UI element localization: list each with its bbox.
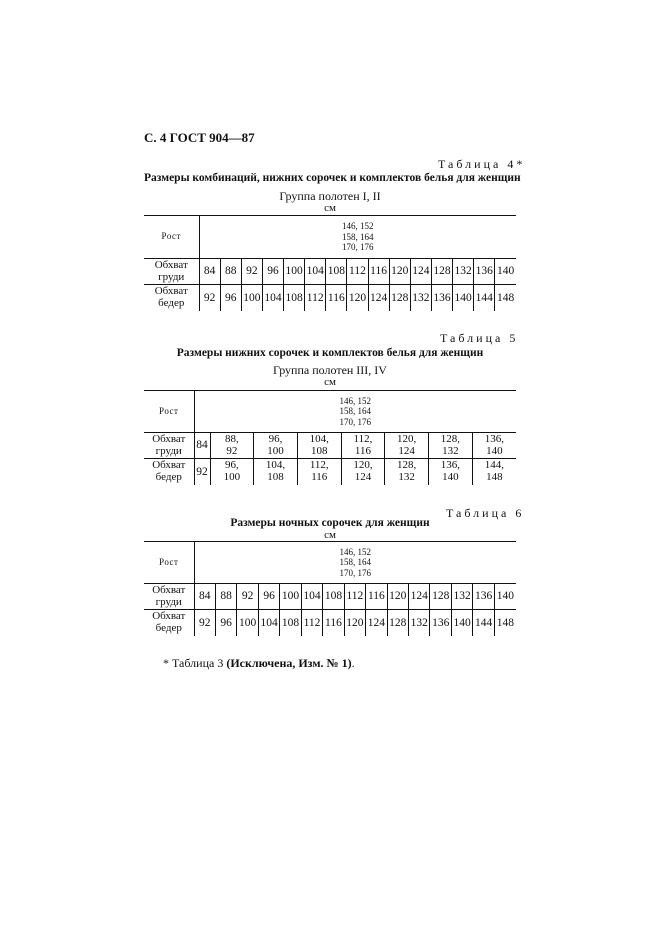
row-label-line: груди (155, 595, 182, 608)
table-cell (385, 433, 429, 459)
table-cell (472, 459, 516, 485)
footnote-prefix: * Таблица 3 (163, 656, 227, 670)
cell-line: 96, (268, 432, 283, 445)
table-cell: 104 (301, 584, 322, 610)
cell-line: 112, (309, 459, 329, 472)
table-cell: 132 (409, 610, 430, 636)
table-cell: 92 (241, 259, 262, 285)
cell-line: 116 (354, 444, 371, 457)
table-cell: 104 (262, 285, 283, 311)
table-4-unit: см (324, 202, 336, 214)
row-label (144, 584, 194, 610)
table-cell: 132 (410, 285, 431, 311)
footnote (163, 656, 355, 671)
height-range: 158, 164 (339, 406, 371, 417)
cell-line: 140 (442, 470, 459, 483)
table-6-unit: см (324, 529, 336, 541)
table-cell: 124 (409, 584, 430, 610)
table-row (144, 259, 516, 285)
table-cell: 88 (220, 259, 241, 285)
row-label-line: Обхват (152, 432, 186, 445)
table-row (144, 459, 516, 485)
table-cell (210, 433, 254, 459)
cell-line: 104, (309, 432, 329, 445)
table-5-subtitle: Группа полотен III, IV (273, 363, 387, 377)
footnote-bold: (Исключена, Изм. № 1) (226, 656, 352, 670)
table-cell: 124 (410, 259, 431, 285)
height-range: 158, 164 (342, 231, 374, 242)
table-cell: 96 (258, 584, 279, 610)
table-cell: 140 (451, 610, 472, 636)
table-cell: 112 (344, 584, 365, 610)
cell-line: 132 (442, 444, 459, 457)
cell-line: 116 (311, 470, 328, 483)
table-cell (254, 433, 298, 459)
row-label (144, 259, 199, 285)
row-label-line: Обхват (152, 583, 186, 596)
table-cell (472, 433, 516, 459)
table-cell: 144 (473, 610, 494, 636)
table-cell: 116 (326, 285, 347, 311)
row-label-line: Обхват (154, 258, 188, 271)
table-cell: 120 (389, 259, 410, 285)
table-cell: 108 (280, 610, 301, 636)
table-cell: 144 (474, 285, 495, 311)
row-label-line: бедер (155, 470, 182, 483)
row-label-line: груди (155, 444, 182, 457)
cell-line: 120, (397, 432, 417, 445)
table-cell: 120 (347, 285, 368, 311)
table-cell: 108 (326, 259, 347, 285)
row-label-line: бедер (158, 296, 185, 309)
row-label (144, 433, 194, 459)
page-header: С. 4 ГОСТ 904—87 (144, 130, 255, 145)
cell-line: 112, (353, 432, 373, 445)
size-table-5 (144, 390, 516, 485)
row-label (144, 285, 199, 311)
height-header: Рост (159, 556, 179, 567)
cell-line: 92 (226, 444, 238, 457)
table-5-label: Таблица 5 (440, 331, 519, 345)
table-cell: 92 (237, 584, 258, 610)
table-cell (341, 459, 385, 485)
table-cell: 84 (194, 433, 210, 459)
table-cell: 112 (301, 610, 322, 636)
table-cell (429, 433, 473, 459)
table-cell: 112 (305, 285, 326, 311)
table-cell: 148 (494, 610, 516, 636)
table-cell: 132 (451, 584, 472, 610)
table-cell: 104 (305, 259, 326, 285)
table-cell: 92 (194, 610, 215, 636)
heights-cell (194, 391, 516, 433)
table-cell: 132 (453, 259, 474, 285)
table-row (144, 610, 516, 636)
table-cell: 128 (389, 285, 410, 311)
table-cell: 112 (347, 259, 368, 285)
cell-line: 108 (311, 444, 328, 457)
table-cell: 128 (430, 584, 451, 610)
table-4-title: Размеры комбинаций, нижних сорочек и комплектов белья для женщин (144, 172, 521, 184)
table-row (144, 433, 516, 459)
height-range: 170, 176 (342, 242, 374, 253)
table-cell: 136 (473, 584, 494, 610)
cell-line: 140 (486, 444, 503, 457)
row-label-line: груди (158, 270, 185, 283)
height-range: 146, 152 (342, 221, 374, 232)
height-range: 170, 176 (339, 567, 371, 578)
table-cell: 140 (453, 285, 474, 311)
row-label (144, 610, 194, 636)
table-cell: 124 (368, 285, 389, 311)
table-cell: 108 (323, 584, 344, 610)
table-cell (297, 459, 341, 485)
table-cell (385, 459, 429, 485)
table-cell: 84 (199, 259, 220, 285)
table-4-label: Таблица 4* (438, 157, 526, 171)
cell-line: 124 (398, 444, 415, 457)
table-cell: 116 (366, 584, 387, 610)
table-cell: 136 (430, 610, 451, 636)
height-range: 158, 164 (339, 557, 371, 568)
table-cell: 100 (237, 610, 258, 636)
table-cell: 128 (387, 610, 408, 636)
row-label-line: Обхват (154, 285, 188, 298)
table-cell: 84 (194, 584, 215, 610)
height-range: 146, 152 (339, 395, 371, 406)
table-cell: 100 (241, 285, 262, 311)
height-range: 146, 152 (339, 546, 371, 557)
table-cell: 116 (323, 610, 344, 636)
cell-line: 128, (440, 432, 460, 445)
cell-line: 88, (224, 432, 239, 445)
row-label-line: Обхват (152, 459, 186, 472)
table-cell: 116 (368, 259, 389, 285)
table-cell: 140 (494, 584, 516, 610)
cell-line: 104, (265, 459, 286, 472)
table-cell: 104 (258, 610, 279, 636)
table-cell: 128 (431, 259, 452, 285)
size-table-6 (144, 541, 516, 636)
table-5-title: Размеры нижних сорочек и комплектов белья для женщин (176, 347, 484, 359)
footnote-suffix: . (351, 656, 355, 670)
table-cell: 96 (220, 285, 241, 311)
cell-line: 128, (397, 459, 417, 472)
cell-line: 108 (267, 470, 284, 483)
cell-line: 136, (440, 459, 460, 472)
table-cell (341, 433, 385, 459)
table-cell: 140 (495, 259, 516, 285)
table-cell: 136 (474, 259, 495, 285)
table-cell: 96 (262, 259, 283, 285)
cell-line: 124 (354, 470, 372, 483)
table-cell: 100 (280, 584, 301, 610)
cell-line: 120, (353, 459, 373, 472)
table-cell: 88 (215, 584, 236, 610)
cell-line: 96, (224, 459, 239, 472)
table-cell (429, 459, 473, 485)
cell-line: 148 (486, 470, 503, 483)
table-cell: 100 (284, 259, 305, 285)
cell-line: 136, (484, 432, 504, 445)
heights-cell (199, 216, 516, 259)
cell-line: 132 (398, 470, 415, 483)
table-cell: 96 (215, 610, 236, 636)
table-6-label: Таблица 6 (446, 506, 525, 520)
table-6-title: Размеры ночных сорочек для женщин (230, 517, 430, 529)
height-header: Рост (161, 231, 181, 242)
table-cell: 120 (387, 584, 408, 610)
table-cell (210, 459, 254, 485)
cell-line: 100 (267, 444, 284, 457)
heights-cell (194, 542, 516, 584)
table-cell: 120 (344, 610, 365, 636)
row-label (144, 459, 194, 485)
table-cell: 92 (199, 285, 220, 311)
table-cell: 148 (495, 285, 516, 311)
table-cell: 108 (284, 285, 305, 311)
table-row (144, 285, 516, 311)
table-4-subtitle: Группа полотен I, II (279, 189, 381, 203)
table-5-unit: см (324, 376, 336, 388)
table-cell (254, 459, 298, 485)
table-cell: 136 (431, 285, 452, 311)
cell-line: 100 (223, 470, 241, 483)
row-label-line: Обхват (152, 610, 186, 623)
height-header: Рост (159, 405, 179, 416)
height-range: 170, 176 (339, 416, 371, 427)
cell-line: 144, (484, 459, 504, 472)
table-row (144, 584, 516, 610)
table-cell (297, 433, 341, 459)
row-label-line: бедер (155, 621, 182, 634)
size-table-4 (144, 215, 516, 311)
table-cell: 92 (194, 459, 210, 485)
table-cell: 124 (366, 610, 387, 636)
